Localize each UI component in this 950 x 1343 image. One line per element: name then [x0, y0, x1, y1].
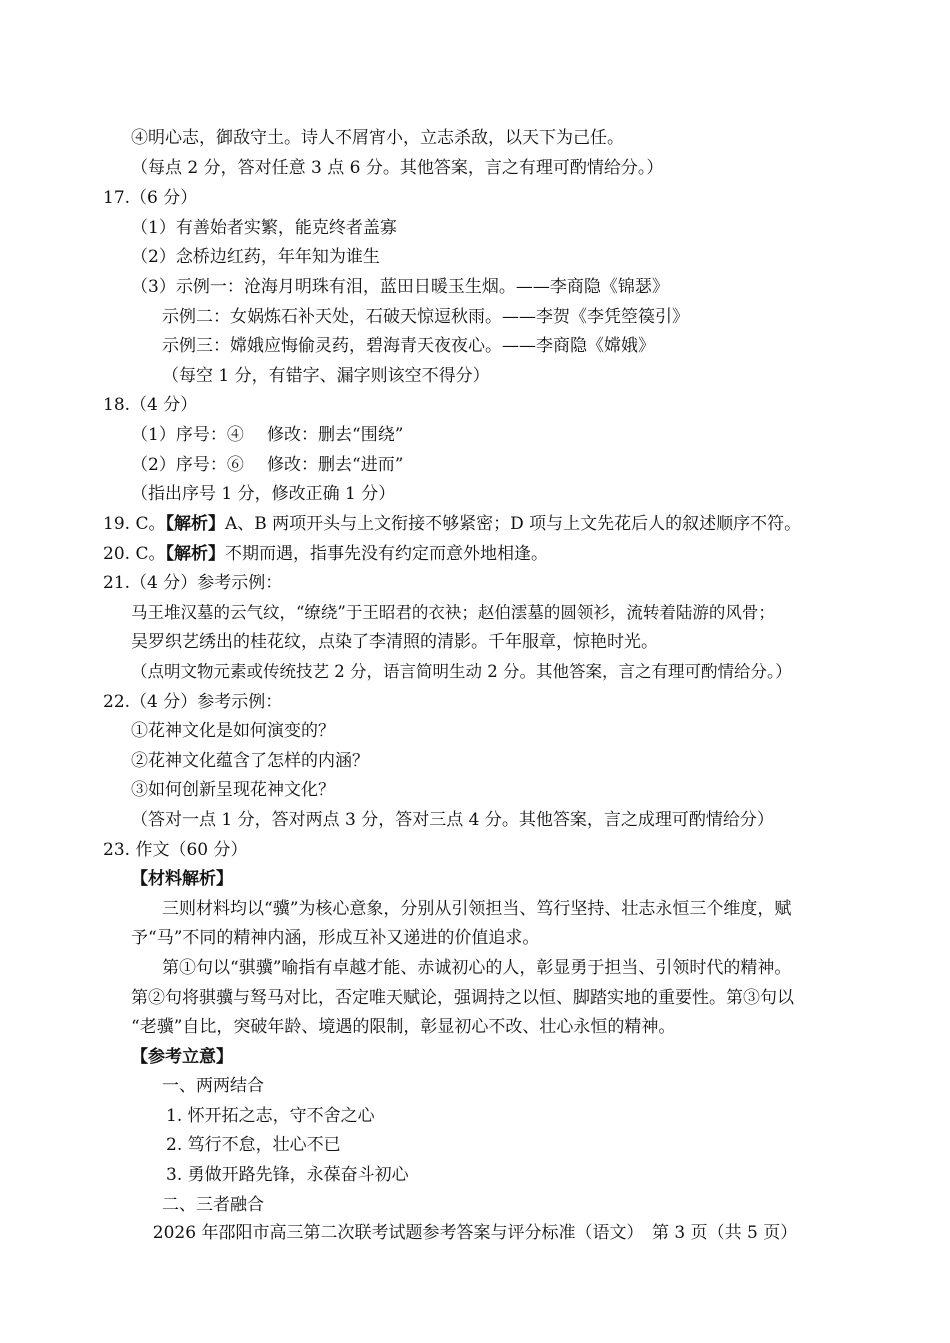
paragraph-line: 第②句将骐骥与驽马对比，否定唯天赋论，强调持之以恒、脚踏实地的重要性。第③句以: [131, 988, 794, 1008]
answer-line: 修改：删去“围绕”: [267, 425, 404, 445]
answer-line: （3）示例一：沧海月明珠有泪，蓝田日暖玉生烟。——李商隐《锦瑟》: [131, 277, 669, 297]
question-22-heading: 22.（4 分）参考示例：: [103, 692, 283, 712]
paragraph-line: “老骥”自比，突破年龄、境遇的限制，彰显初心不改、壮心永恒的精神。: [131, 1017, 676, 1037]
question-21-heading: 21.（4 分）参考示例：: [103, 573, 283, 593]
analysis-label: 【解析】: [165, 544, 225, 564]
answer-line: （1）有善始者实繁，能克终者盖寡: [131, 218, 397, 238]
text-line: ④明心志，御敌守土。诗人不屑宵小，立志杀敌，以天下为己任。: [131, 128, 624, 148]
list-item: 一、两两结合: [162, 1076, 264, 1096]
paragraph-line: 第①句以“骐骥”喻指有卓越才能、赤诚初心的人，彰显勇于担当、引领时代的精神。: [162, 958, 792, 978]
answer-line: 吴罗织艺绣出的桂花纹，点染了李清照的清影。千年服章，惊艳时光。: [131, 632, 658, 652]
question-20-answer: [103, 543, 548, 565]
question-17-heading: 17.（6 分）: [103, 188, 198, 208]
answer-line: ③如何创新呈现花神文化？: [131, 780, 335, 800]
answer-line: 修改：删去“进而”: [267, 455, 404, 475]
answer-line: （1）序号：④: [131, 425, 244, 445]
analysis-text: 不期而遇，指事先没有约定而意外地相逢。: [224, 544, 548, 564]
answer-choice: 19. C。: [103, 514, 166, 534]
answer-line: 示例三：嫦娥应悔偷灵药，碧海青天夜夜心。——李商隐《嫦娥》: [162, 336, 655, 356]
scoring-note: （答对一点 1 分，答对两点 3 分，答对三点 4 分。其他答案，言之成理可酌情给分）: [131, 810, 774, 830]
list-item: 3. 勇做开路先锋，永葆奋斗初心: [166, 1165, 409, 1185]
answer-line: ①花神文化是如何演变的？: [131, 721, 335, 741]
scoring-note: （每空 1 分，有错字、漏字则该空不得分）: [162, 366, 490, 386]
paragraph-line: 三则材料均以“骥”为核心意象，分别从引领担当、笃行坚持、壮志永恒三个维度，赋: [162, 899, 792, 919]
analysis-label: 【解析】: [165, 514, 225, 534]
question-23-heading: 23. 作文（60 分）: [103, 840, 248, 860]
answer-line: 示例二：女娲炼石补天处，石破天惊逗秋雨。——李贺《李凭箜篌引》: [162, 307, 689, 327]
scoring-note: （每点 2 分，答对任意 3 点 6 分。其他答案，言之有理可酌情给分。）: [131, 158, 664, 178]
answer-line: （2）序号：⑥: [131, 455, 244, 475]
question-19-answer: [103, 513, 801, 535]
scoring-note: （指出序号 1 分，修改正确 1 分）: [131, 484, 396, 504]
reference-theme-heading: 【参考立意】: [131, 1047, 233, 1067]
list-item: 2. 笃行不怠，壮心不已: [166, 1135, 341, 1155]
page-footer: 2026 年邵阳市高三第二次联考试题参考答案与评分标准（语文） 第 3 页（共 5 页）: [152, 1223, 798, 1243]
answer-line: （2）念桥边红药，年年知为谁生: [131, 247, 380, 267]
list-item: 二、三者融合: [162, 1195, 264, 1215]
question-18-heading: 18.（4 分）: [103, 395, 198, 415]
answer-choice: 20. C。: [103, 544, 166, 564]
scoring-note: （点明文物元素或传统技艺 2 分，语言简明生动 2 分。其他答案，言之有理可酌情给分。）: [131, 662, 792, 681]
paragraph-line: 予“马”不同的精神内涵，形成互补又递进的价值追求。: [131, 928, 540, 948]
list-item: 1. 怀开拓之志，守不舍之心: [166, 1106, 375, 1126]
material-analysis-heading: 【材料解析】: [131, 869, 233, 889]
answer-line: 马王堆汉墓的云气纹，“缭绕”于王昭君的衣袂；赵伯澐墓的圆领衫，流转着陆游的风骨；: [131, 603, 775, 622]
analysis-text: A、B 两项开头与上文衔接不够紧密；D 项与上文先花后人的叙述顺序不符。: [224, 514, 802, 534]
answer-line: ②花神文化蕴含了怎样的内涵？: [131, 751, 369, 771]
